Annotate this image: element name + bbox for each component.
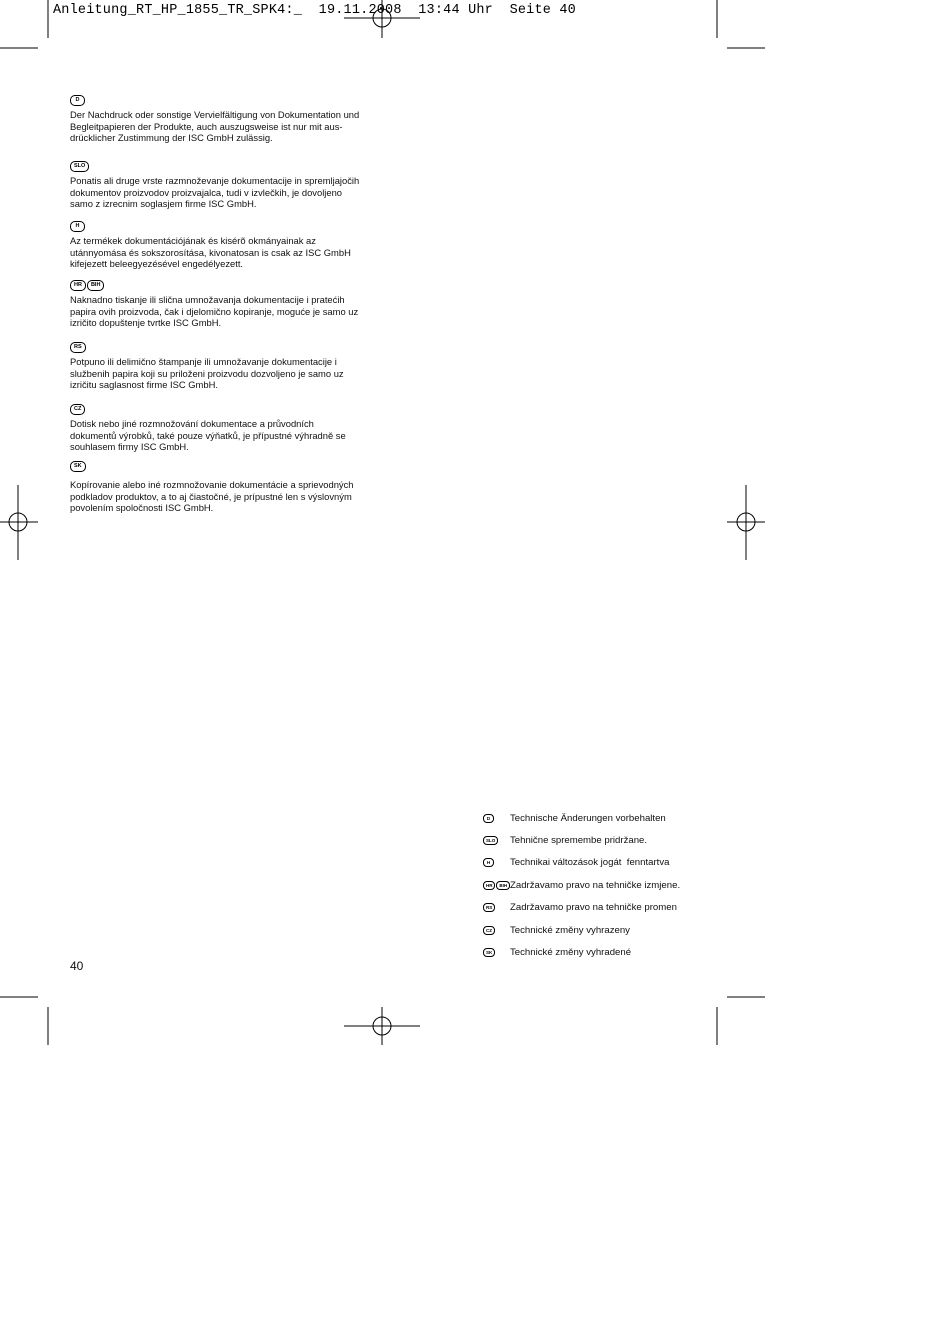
notice-line: službenih papira koji su priloženi proizvodu dozvoljeno je samo uz — [70, 367, 344, 379]
notice-line: Kopírovanie alebo iné rozmnožovanie dokumentácie a sprievodných — [70, 479, 354, 490]
language-badge-hr: HR — [483, 881, 495, 890]
technical-note-text: Zadržavamo pravo na tehničke izmjene. — [510, 879, 681, 891]
language-badge-slo: SLO — [70, 161, 89, 172]
print-slug: Anleitung_RT_HP_1855_TR_SPK4:_ 19.11.2008 13:44 Uhr Seite 40 — [53, 3, 576, 18]
notice-text — [70, 356, 344, 391]
notice-cz — [70, 404, 346, 453]
notice-text — [70, 418, 346, 453]
language-badge-h: H — [483, 858, 494, 867]
notice-line: Dotisk nebo jiné rozmnožování dokumentace a průvodních — [70, 418, 314, 429]
language-badges — [70, 161, 359, 173]
notice-line: Potpuno ili delimično štampanje ili umnožavanje dokumentacije i — [70, 356, 337, 367]
language-badges — [483, 926, 510, 935]
notice-h — [70, 221, 351, 270]
notice-line: dokumentů výrobků, také pouze výňatků, je přípustné výhradně se — [70, 429, 346, 441]
notice-text — [70, 109, 359, 144]
notice-text — [70, 235, 351, 270]
language-badges — [70, 404, 346, 416]
language-badges — [70, 342, 344, 354]
notice-line: podkladov produktov, a to aj čiastočné, je prípustné len s výslovným — [70, 490, 352, 502]
language-badge-d: D — [483, 814, 494, 823]
language-badges — [483, 858, 510, 867]
technical-note-h — [483, 852, 883, 874]
technical-note-cz — [483, 919, 883, 941]
language-badge-sk: SK — [483, 948, 495, 957]
technical-note-slo — [483, 829, 883, 851]
technical-note-d — [483, 807, 883, 829]
notice-line: Der Nachdruck oder sonstige Vervielfältigung von Dokumentation und — [70, 109, 360, 120]
language-badges — [70, 95, 359, 107]
language-badges — [483, 948, 510, 957]
notice-text — [70, 175, 359, 210]
notice-sk — [70, 461, 354, 514]
notice-line: souhlasem firmy ISC GmbH. — [70, 441, 189, 453]
language-badges — [483, 836, 510, 845]
notice-line: Begleitpapieren der Produkte, auch auszugsweise ist nur mit aus- — [70, 120, 343, 132]
language-badge-bih: BIH — [87, 280, 104, 291]
notice-hr-bih — [70, 280, 358, 329]
notice-line: samo z izrecnim soglasjem firme ISC GmbH. — [70, 198, 257, 210]
notice-line: Naknadno tiskanje ili slična umnožavanja dokumentacije i pratećih — [70, 294, 345, 305]
notice-line: izričito dopuštenje tvrtke ISC GmbH. — [70, 317, 222, 329]
language-badge-cz: CZ — [483, 926, 495, 935]
notice-line: utánnyomása és sokszorosítása, kivonatosan is csak az ISC GmbH — [70, 246, 351, 258]
technical-note-text: Technische Änderungen vorbehalten — [510, 812, 666, 824]
notice-line: dokumentov proizvodov proizvajalca, tudi v izvlečkih, je dovoljeno — [70, 186, 343, 198]
notice-line: povolením spoločnosti ISC GmbH. — [70, 502, 214, 514]
language-badge-slo: SLO — [483, 836, 498, 845]
notice-line: papira ovih proizvoda, čak i djelomično kopiranje, moguće je samo uz — [70, 305, 359, 317]
language-badges — [483, 903, 510, 912]
language-badge-cz: CZ — [70, 404, 85, 415]
notice-d — [70, 95, 359, 144]
notice-line: Ponatis ali druge vrste razmnoževanje dokumentacije in spremljajočih — [70, 175, 360, 186]
technical-note-rs — [483, 897, 883, 919]
language-badge-d: D — [70, 95, 85, 106]
notice-text — [70, 294, 358, 329]
language-badges — [70, 280, 358, 292]
technical-note-text: Technické změny vyhradené — [510, 947, 632, 959]
notice-slo — [70, 161, 359, 210]
technical-note-hr-bih — [483, 874, 883, 896]
technical-change-notes — [483, 807, 883, 964]
language-badge-h: H — [70, 221, 85, 232]
language-badge-bih: BIH — [496, 881, 510, 890]
notice-line: drücklicher Zustimmung der ISC GmbH zulässig. — [70, 132, 273, 144]
language-badges — [70, 461, 354, 473]
notice-line: kifejezett beleegyezésével engedélyezett. — [70, 258, 244, 270]
language-badge-rs: RS — [70, 342, 86, 353]
technical-note-text: Technikai változások jogát fenntartva — [510, 857, 670, 869]
language-badges — [70, 221, 351, 233]
notice-line: izričitu saglasnost firme ISC GmbH. — [70, 379, 218, 391]
notice-text — [70, 479, 354, 514]
language-badges — [483, 881, 510, 890]
notice-rs — [70, 342, 344, 391]
notice-line: Az termékek dokumentációjának és kisérõ okmányainak az — [70, 235, 316, 246]
technical-note-text: Tehnične spremembe pridržane. — [510, 835, 648, 847]
language-badge-rs: RS — [483, 903, 495, 912]
language-badges — [483, 814, 510, 823]
language-badge-hr: HR — [70, 280, 86, 291]
page-number: 40 — [70, 959, 84, 973]
language-badge-sk: SK — [70, 461, 86, 472]
technical-note-text: Zadržavamo pravo na tehničke promen — [510, 902, 677, 914]
technical-note-sk — [483, 941, 883, 963]
technical-note-text: Technické změny vyhrazeny — [510, 924, 630, 936]
